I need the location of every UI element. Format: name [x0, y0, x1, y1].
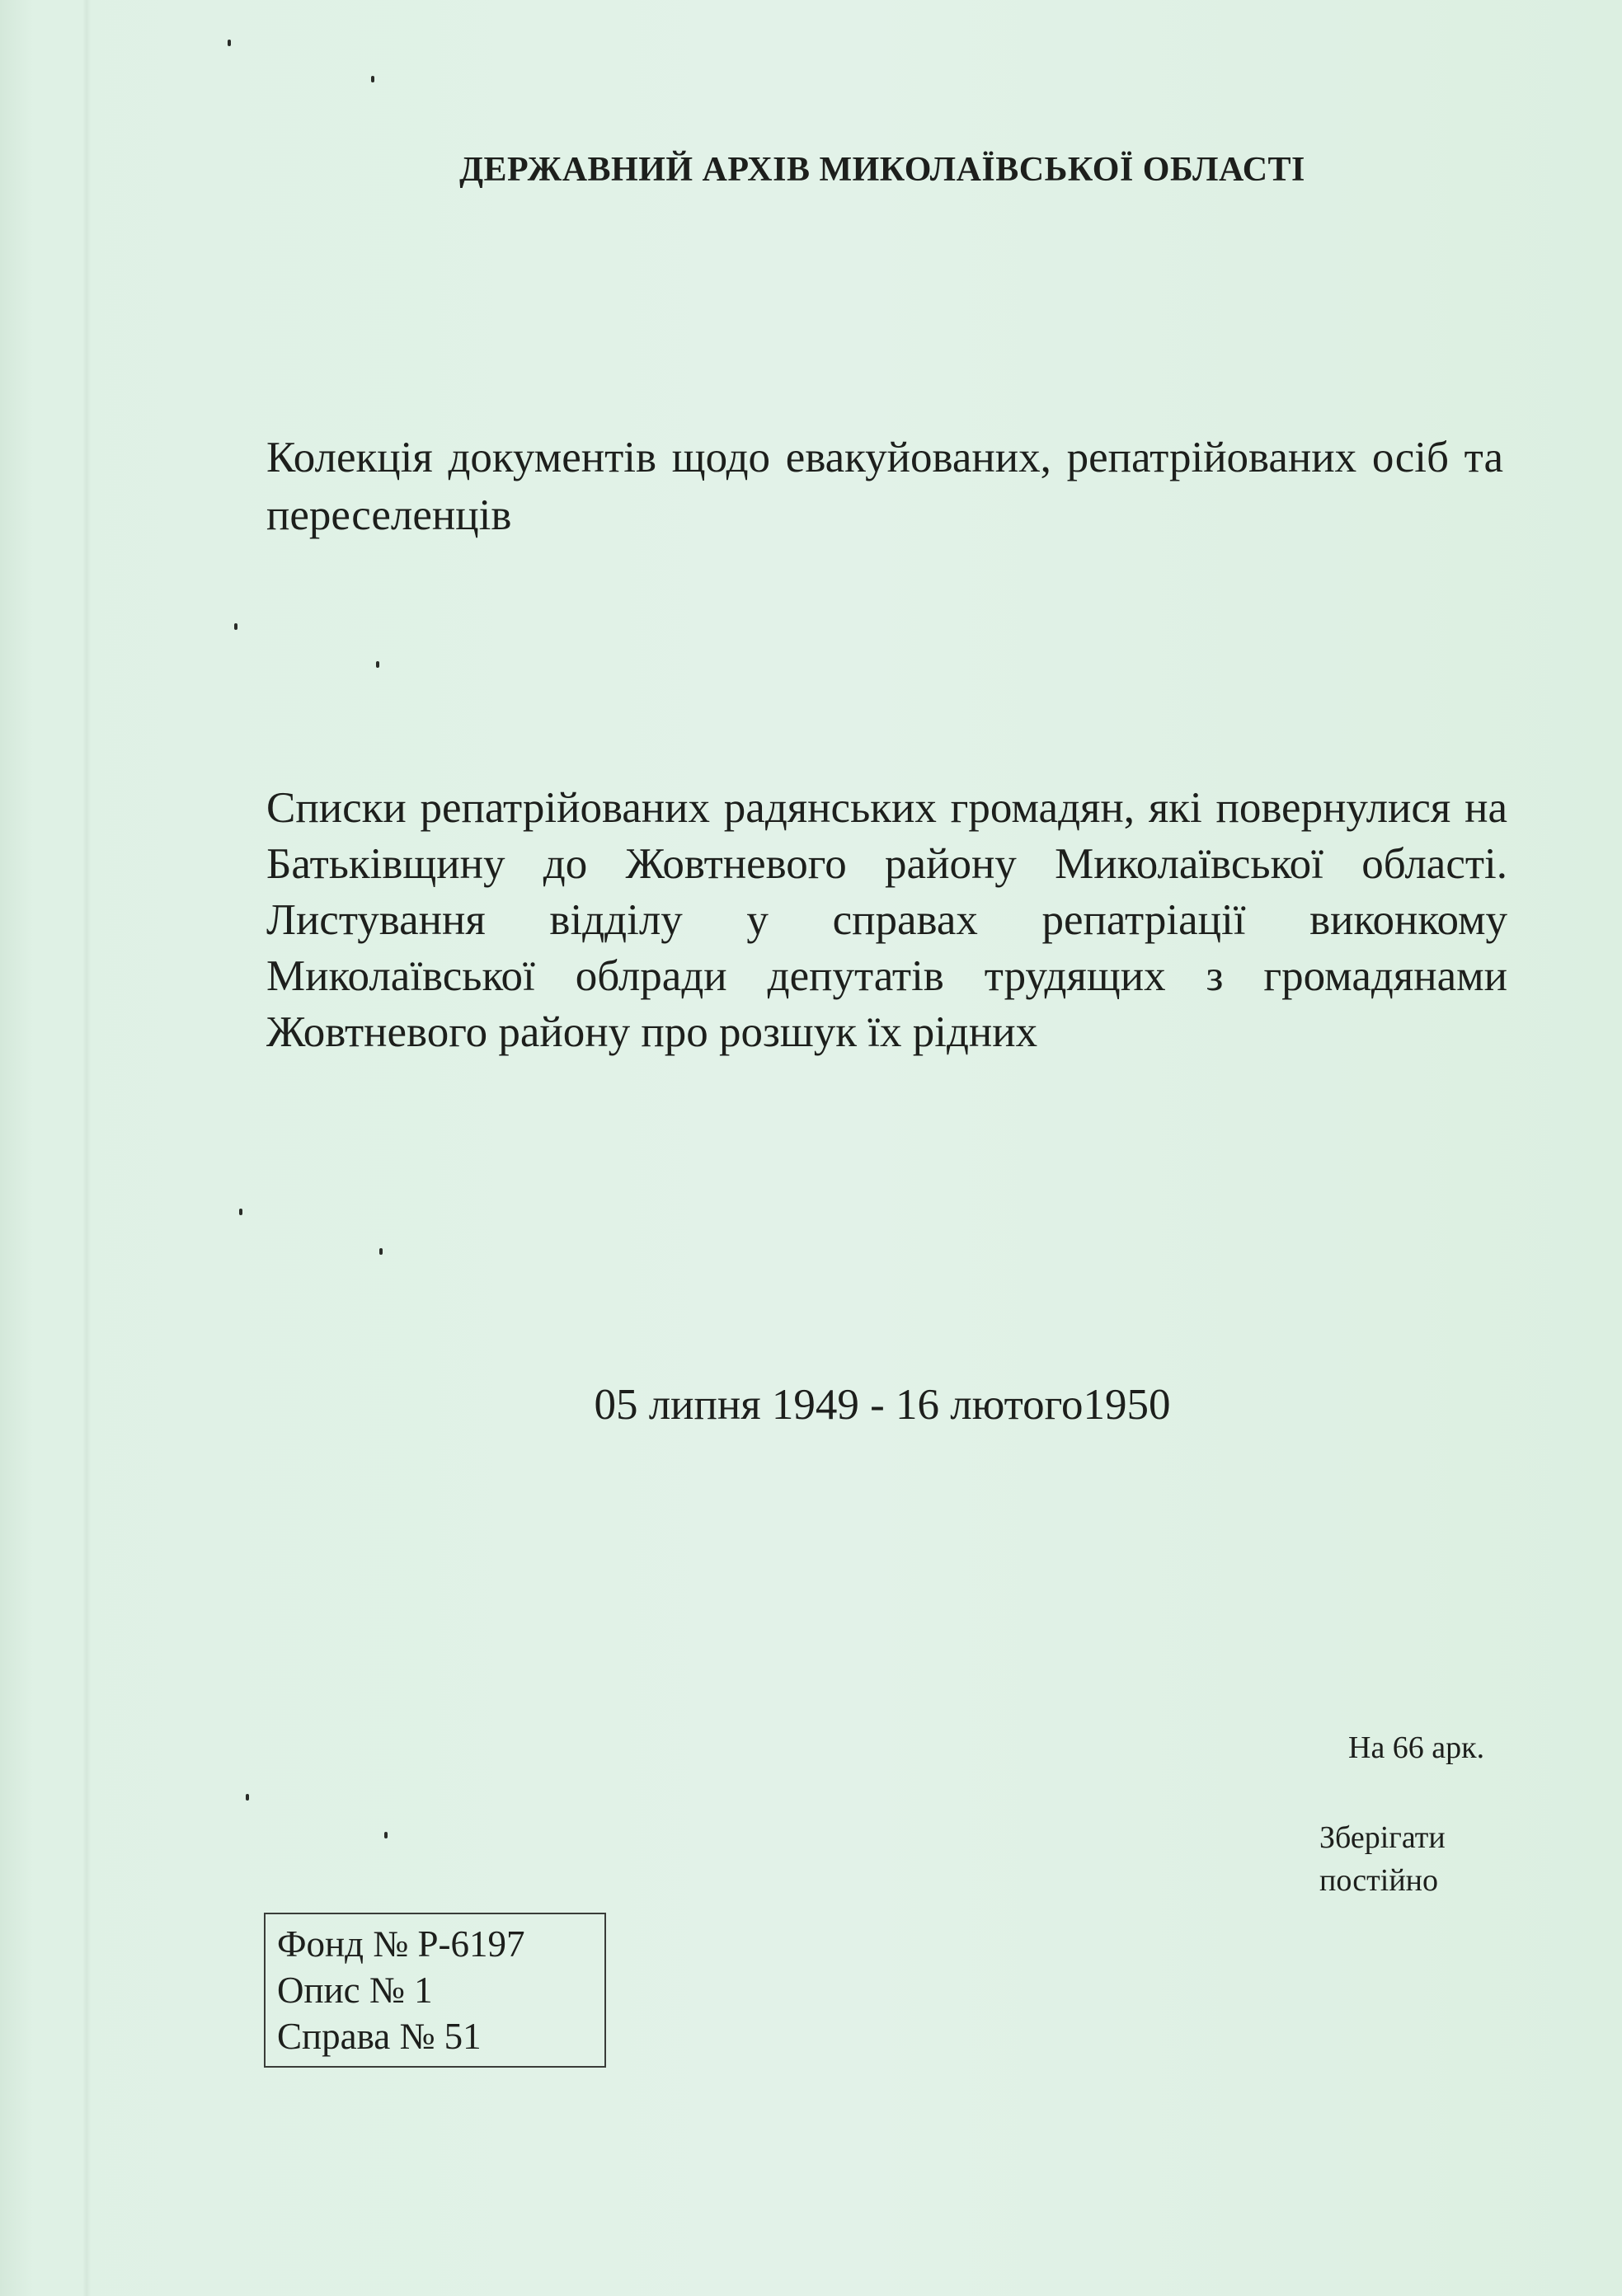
collection-title: Колекція документів щодо евакуйованих, репатрійованих осіб та переселенців: [266, 434, 1503, 539]
date-range: 05 липня 1949 - 16 лютого1950: [594, 1381, 1171, 1429]
file-description: Списки репатрійованих радянських громадян, які повернулися на Батьківщину до Жовтневого району Миколаївської області. Листування відділу у справах репатріації виконкому Миколаївської облради депутатів трудящих з громадянами Жовтневого району про розшук їх рідних: [266, 784, 1507, 1056]
scan-mark: [246, 1794, 249, 1801]
case-number: Справа № 51: [277, 2016, 482, 2057]
retention-note: [1319, 1816, 1446, 1902]
scan-mark: [384, 1832, 388, 1838]
binding-shadow: [82, 0, 91, 2296]
archive-reference-box: [264, 1913, 606, 2068]
scan-mark: [376, 661, 379, 668]
retention-line-2: постійно: [1319, 1863, 1438, 1898]
archive-title: ДЕРЖАВНИЙ АРХІВ МИКОЛАЇВСЬКОЇ ОБЛАСТІ: [459, 151, 1305, 189]
retention-line-1: Зберігати: [1319, 1820, 1446, 1855]
scan-mark: [371, 76, 374, 82]
scan-mark: [234, 623, 237, 630]
scan-mark: [239, 1209, 242, 1215]
inventory-number: Опис № 1: [277, 1970, 433, 2011]
sheet-count: На 66 арк.: [1348, 1730, 1485, 1765]
scan-mark: [228, 40, 231, 46]
scan-mark: [379, 1248, 383, 1255]
fund-number: Фонд № Р-6197: [277, 1923, 525, 1965]
